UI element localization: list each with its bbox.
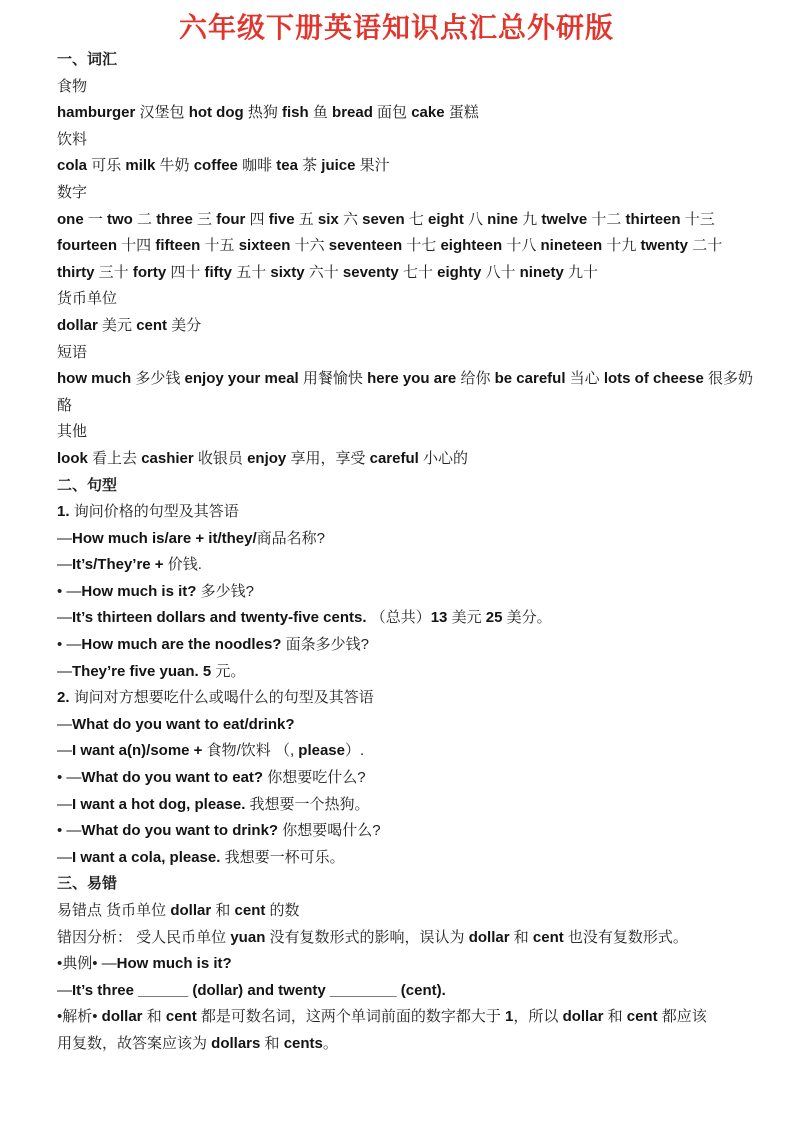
- latin-text-run: lots of cheese: [603, 370, 709, 388]
- text-line: 酪: [57, 396, 73, 414]
- latin-text-run: fifteen: [155, 237, 205, 255]
- latin-text-run: hamburger: [57, 104, 140, 122]
- latin-text-run: cents: [283, 1034, 323, 1052]
- latin-text-run: twenty: [640, 237, 693, 255]
- latin-text-run: It’s thirteen dollars and twenty-five cents.: [72, 609, 371, 627]
- latin-text-run: fish: [282, 104, 313, 122]
- latin-text-run: What do you want to eat/drink?: [72, 715, 295, 733]
- text-line: 错因分析： 受人民币单位 yuan 没有复数形式的影响，误认为 dollar 和 cent 也没有复数形式。: [57, 928, 688, 946]
- latin-text-run: eighty: [437, 263, 486, 281]
- latin-text-run: enjoy your meal: [184, 370, 303, 388]
- latin-text-run: how much: [57, 370, 136, 388]
- text-line: •解析• dollar 和 cent 都是可数名词，这两个单词前面的数字都大于 1，所以 dollar 和 cent 都应该: [57, 1008, 707, 1026]
- latin-text-run: be careful: [494, 370, 570, 388]
- latin-text-run: fifty: [204, 263, 237, 281]
- text-line: how much 多少钱 enjoy your meal 用餐愉快 here you are 给你 be careful 当心 lots of cheese 很多奶: [57, 370, 754, 388]
- latin-text-run: cake: [411, 104, 449, 122]
- document-body: [0, 46, 793, 1058]
- latin-text-run: I want a hot dog, please.: [72, 795, 250, 813]
- latin-text-run: I want a cola, please.: [72, 848, 225, 866]
- latin-text-run: four: [216, 210, 250, 228]
- latin-text-run: dollar: [170, 902, 216, 919]
- latin-text-run: cola: [57, 157, 92, 175]
- latin-text-run: please: [298, 742, 345, 760]
- text-line: 饮料: [57, 130, 88, 148]
- latin-text-run: two: [107, 210, 138, 228]
- latin-text-run: coffee: [193, 157, 243, 175]
- text-line: 其他: [57, 423, 88, 441]
- text-line: look 看上去 cashier 收银员 enjoy 享用，享受 careful 小心的: [57, 449, 468, 467]
- text-line: hamburger 汉堡包 hot dog 热狗 fish 鱼 bread 面包 cake 蛋糕: [57, 104, 479, 122]
- text-line: • —What do you want to eat? 你想要吃什么?: [57, 769, 366, 787]
- text-line: 易错点 货币单位 dollar 和 cent 的数: [57, 902, 300, 919]
- latin-text-run: fourteen: [57, 237, 122, 255]
- latin-text-run: I want a(n)/some +: [72, 742, 207, 760]
- latin-text-run: five: [268, 210, 299, 228]
- latin-text-run: milk: [125, 157, 160, 175]
- latin-text-run: 1.: [57, 503, 74, 521]
- text-line: 1. 询问价格的句型及其答语: [57, 503, 239, 521]
- latin-text-run: thirty: [57, 263, 99, 281]
- text-line: 数字: [57, 183, 88, 201]
- text-line: • —What do you want to drink? 你想要喝什么?: [57, 822, 381, 840]
- text-line: —It’s three ______ (dollar) and twenty ________ (cent).: [57, 981, 446, 999]
- latin-text-run: tea: [276, 157, 303, 175]
- latin-text-run: 2.: [57, 689, 74, 707]
- text-line: •典例• —How much is it?: [57, 955, 232, 973]
- latin-text-run: careful: [369, 449, 423, 467]
- latin-text-run: cashier: [141, 449, 198, 467]
- latin-text-run: dollar: [101, 1008, 147, 1026]
- latin-text-run: It’s three ______ (dollar) and twenty ________ (cent).: [72, 981, 446, 999]
- latin-text-run: enjoy: [247, 449, 291, 467]
- text-line: 食物: [57, 77, 88, 95]
- latin-text-run: forty: [132, 263, 171, 281]
- latin-text-run: What do you want to drink?: [81, 822, 283, 840]
- text-line: —How much is/are + it/they/商品名称?: [57, 529, 325, 547]
- latin-text-run: thirteen: [625, 210, 685, 228]
- text-line: • —How much is it? 多少钱?: [57, 582, 254, 600]
- latin-text-run: three: [156, 210, 198, 228]
- text-line: —I want a(n)/some + 食物/饮料 （, please）.: [57, 742, 365, 760]
- latin-text-run: seven: [362, 210, 409, 228]
- latin-text-run: How much is it?: [116, 955, 232, 973]
- latin-text-run: sixteen: [238, 237, 295, 255]
- latin-text-run: dollars: [211, 1034, 265, 1052]
- latin-text-run: here you are: [367, 370, 461, 388]
- latin-text-run: ninety: [519, 263, 568, 281]
- latin-text-run: nine: [487, 210, 523, 228]
- text-line: —I want a hot dog, please. 我想要一个热狗。: [57, 795, 370, 813]
- text-line: fourteen 十四 fifteen 十五 sixteen 十六 seventeen 十七 eighteen 十八 nineteen 十九 twenty 二十: [57, 237, 723, 255]
- text-line: dollar 美元 cent 美分: [57, 316, 202, 334]
- text-line: cola 可乐 milk 牛奶 coffee 咖啡 tea 茶 juice 果汁: [57, 157, 390, 175]
- latin-text-run: 25: [485, 609, 507, 627]
- text-line: 货币单位: [57, 290, 118, 308]
- text-line: thirty 三十 forty 四十 fifty 五十 sixty 六十 seventy 七十 eighty 八十 ninety 九十: [57, 263, 598, 281]
- latin-text-run: nineteen: [540, 237, 607, 255]
- latin-text-run: dollar: [468, 928, 514, 946]
- latin-text-run: cent: [165, 1008, 201, 1026]
- text-line: • —How much are the noodles? 面条多少钱?: [57, 636, 369, 654]
- latin-text-run: 13: [430, 609, 452, 627]
- latin-text-run: look: [57, 449, 93, 467]
- text-line: 一、词汇: [57, 51, 118, 68]
- latin-text-run: How much is/are + it/they/: [72, 529, 257, 547]
- text-line: —It’s/They’re + 价钱.: [57, 556, 202, 574]
- latin-text-run: How much are the noodles?: [81, 636, 286, 654]
- latin-text-run: seventy: [342, 263, 403, 281]
- text-line: —They’re five yuan. 5 元。: [57, 662, 246, 680]
- latin-text-run: juice: [321, 157, 360, 175]
- latin-text-run: seventeen: [328, 237, 407, 255]
- latin-text-run: How much is it?: [81, 582, 201, 600]
- latin-text-run: cent: [532, 928, 568, 946]
- latin-text-run: cent: [136, 316, 172, 334]
- latin-text-run: dollar: [57, 316, 103, 334]
- latin-text-run: cent: [234, 902, 270, 919]
- latin-text-run: What do you want to eat?: [81, 769, 268, 787]
- document-title: 六年级下册英语知识点汇总外研版: [178, 12, 614, 43]
- latin-text-run: bread: [332, 104, 378, 122]
- latin-text-run: hot dog: [188, 104, 248, 122]
- latin-text-run: eight: [427, 210, 468, 228]
- text-line: —It’s thirteen dollars and twenty-five cents. （总共）13 美元 25 美分。: [57, 609, 552, 627]
- text-line: 二、句型: [57, 476, 118, 494]
- latin-text-run: 1: [505, 1008, 514, 1026]
- latin-text-run: twelve: [541, 210, 592, 228]
- text-line: 三、易错: [57, 875, 118, 893]
- text-line: —I want a cola, please. 我想要一杯可乐。: [57, 848, 345, 866]
- latin-text-run: cent: [626, 1008, 662, 1026]
- latin-text-run: six: [317, 210, 343, 228]
- latin-text-run: sixty: [270, 263, 309, 281]
- text-line: —What do you want to eat/drink?: [57, 715, 295, 733]
- text-line: 用复数，故答案应该为 dollars 和 cents。: [57, 1034, 338, 1052]
- text-line: 短语: [57, 343, 88, 361]
- latin-text-run: It’s/They’re +: [72, 556, 168, 574]
- latin-text-run: yuan: [230, 928, 270, 946]
- latin-text-run: one: [57, 210, 88, 228]
- text-line: 2. 询问对方想要吃什么或喝什么的句型及其答语: [57, 689, 374, 707]
- text-line: one 一 two 二 three 三 four 四 five 五 six 六 seven 七 eight 八 nine 九 twelve 十二 thirteen 十三: [57, 210, 715, 228]
- latin-text-run: eighteen: [440, 237, 507, 255]
- latin-text-run: They’re five yuan. 5: [72, 662, 216, 680]
- latin-text-run: dollar: [562, 1008, 608, 1026]
